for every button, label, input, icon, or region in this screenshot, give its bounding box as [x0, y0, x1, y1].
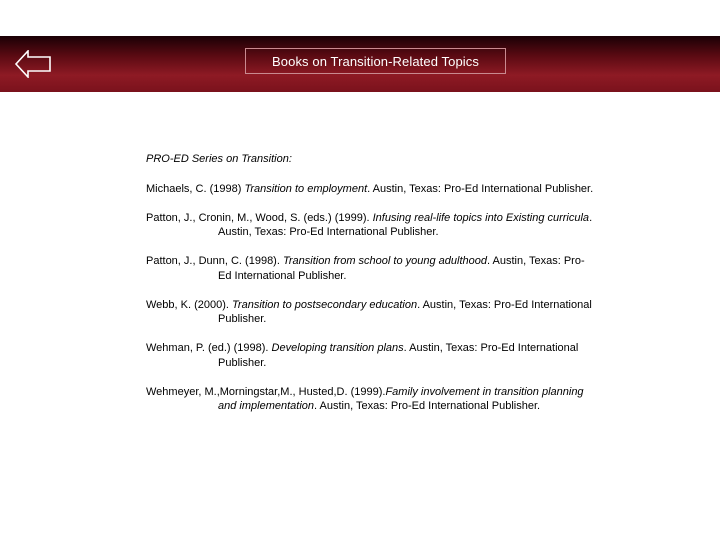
left-arrow-icon	[14, 50, 52, 78]
reference-item	[146, 298, 596, 327]
ref-title: Infusing real-life topics into Existing curricula	[372, 211, 590, 224]
page-title: Books on Transition-Related Topics	[245, 48, 506, 74]
reference-item	[146, 182, 596, 197]
ref-title: Developing transition plans	[271, 342, 404, 354]
ref-publisher: . Austin, Texas: Pro-Ed International Publisher.	[218, 211, 593, 238]
reference-item	[146, 254, 596, 283]
reference-item	[146, 385, 596, 414]
back-button[interactable]	[14, 50, 52, 78]
ref-authors: Wehman, P. (ed.) (1998).	[146, 342, 272, 354]
ref-publisher: . Austin, Texas: Pro-Ed International Publisher.	[218, 342, 579, 369]
reference-item	[146, 341, 596, 370]
reference-item	[146, 211, 596, 240]
ref-authors: Webb, K. (2000).	[146, 298, 233, 311]
reference-list	[146, 152, 596, 428]
ref-authors: Michaels, C. (1998)	[146, 182, 245, 195]
ref-publisher: . Austin, Texas: Pro-Ed International Publisher.	[314, 400, 541, 412]
ref-title: Family involvement in transition planning and implementation	[218, 385, 584, 412]
ref-publisher: . Austin, Texas: Pro-Ed International Publisher.	[218, 255, 585, 282]
ref-title: Transition to employment	[244, 182, 368, 195]
ref-title: Transition from school to young adulthood	[282, 255, 487, 267]
header-bar	[0, 36, 720, 92]
ref-authors: Patton, J., Dunn, C. (1998).	[146, 255, 283, 267]
ref-title: Transition to postsecondary education	[232, 298, 418, 311]
series-heading: PRO-ED Series on Transition:	[146, 153, 292, 165]
ref-publisher: . Austin, Texas: Pro-Ed International Publisher.	[218, 298, 592, 325]
ref-publisher: . Austin, Texas: Pro-Ed International Publisher.	[367, 182, 594, 195]
ref-authors: Patton, J., Cronin, M., Wood, S. (eds.) (1999).	[146, 211, 373, 224]
ref-authors: Wehmeyer, M.,Morningstar,M., Husted,D. (1999).	[146, 385, 386, 398]
